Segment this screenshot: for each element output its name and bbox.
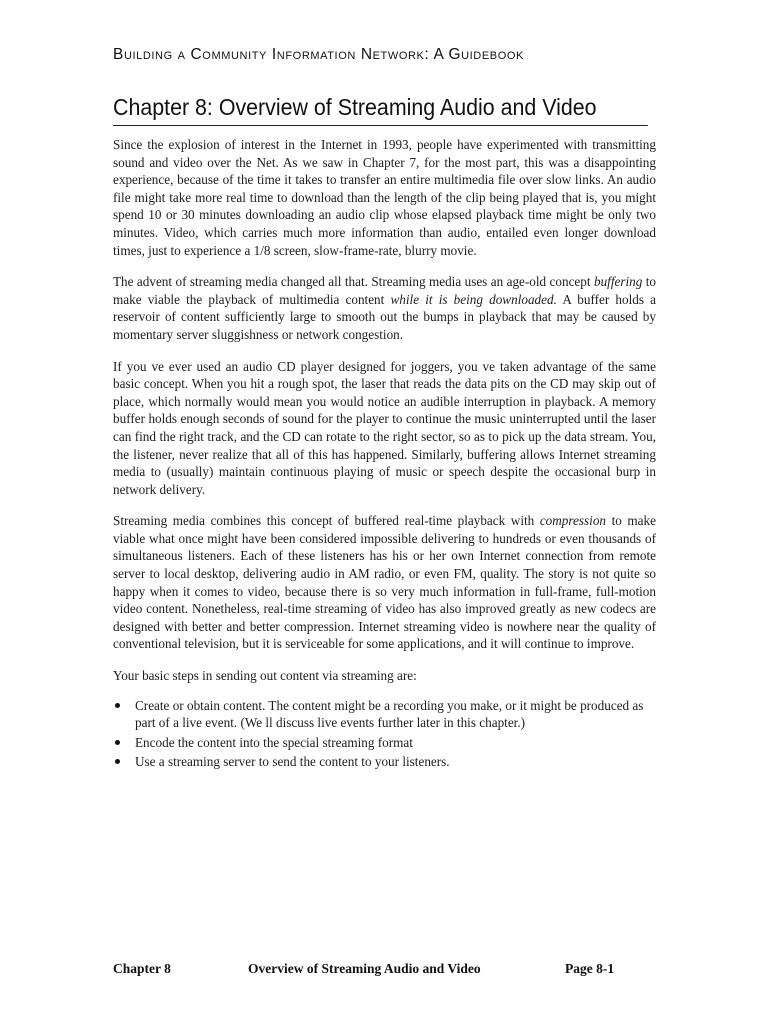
list-item-text: Use a streaming server to send the content to your listeners.	[135, 754, 450, 770]
list-item	[113, 734, 656, 752]
bullet-icon	[115, 759, 120, 764]
text-run: to make viable what once might have been considered impossible delivering to hundreds or even thousands of simultaneous listeners. Each of these listeners has his or her own Internet connection from remote server to local desktop, delivering audio in AM radio, or even FM, quality. The story is not quite so happy when it comes to video, because there is so very much information in full-frame, full-motion video content. Nonetheless, real-time streaming of video has also improved greatly as new codecs are designed with better and better compression. Internet streaming video is nowhere near the quality of conventional television, but it is serviceable for some applications, and it will continue to improve.	[113, 513, 656, 652]
list-item	[113, 753, 656, 771]
emphasis-while-downloaded: while it is being downloaded.	[390, 291, 557, 307]
footer-page-number: Page 8-1	[565, 961, 615, 976]
paragraph-compression	[113, 512, 656, 653]
body-text	[113, 136, 656, 773]
paragraph-intro: Since the explosion of interest in the Internet in 1993, people have experimented with transmitting sound and video over the Net. As we saw in Chapter 7, for the most part, this was a disappointing experience, because of the time it takes to transfer an entire multimedia file over slow links. An audio file might take more real time to download than the length of the clip being played that is, you might spend 10 or 30 minutes downloading an audio clip whose elapsed playback time might be only two minutes. Video, which carries much more information than audio, entailed even longer download times, just to experience a 1/8 screen, slow-frame-rate, blurry movie.	[113, 137, 656, 258]
footer-title: Overview of Streaming Audio and Video	[248, 961, 481, 976]
emphasis-compression: compression	[539, 513, 607, 529]
steps-list	[113, 697, 656, 771]
list-item	[113, 697, 656, 732]
page-footer	[113, 961, 658, 981]
paragraph-buffering	[113, 273, 656, 343]
paragraph-cd-player: If you ve ever used an audio CD player designed for joggers, you ve taken advantage of the same basic concept. When you hit a rough spot, the laser that reads the data pits on the CD may skip out of place, which normally would mean you would notice an audible interruption in playback. A memory buffer holds enough seconds of sound for the player to continue the music uninterrupted until the laser can find the right track, and the CD can rotate to the right sector, so as to pick up the data stream. You, the listener, never realize that all of this has happened. Similarly, buffering allows Internet streaming media to (usually) maintain continuous playing of music or speech despite the occasional burp in network delivery.	[113, 358, 656, 497]
text-run: Streaming media combines this concept of buffered real-time playback with	[113, 513, 540, 529]
bullet-icon	[115, 740, 120, 745]
text-run: The advent of streaming media changed all that. Streaming media uses an age-old concept	[113, 274, 594, 290]
text-run: A buffer holds a reservoir of content sufficiently large to smooth out the bumps in playback that may be caused by momentary server sluggishness or network congestion.	[113, 291, 657, 342]
bullet-icon	[115, 703, 120, 708]
running-header: Building a Community Information Network: A Guidebook	[113, 46, 524, 63]
list-item-text: Create or obtain content. The content might be a recording you make, or it might be produced as part of a live event. (We ll discuss live events further later in this chapter.)	[135, 697, 644, 731]
paragraph-steps-intro: Your basic steps in sending out content via streaming are:	[113, 668, 417, 684]
list-item-text: Encode the content into the special streaming format	[135, 734, 413, 750]
emphasis-buffering: buffering	[593, 274, 643, 290]
footer-chapter: Chapter 8	[113, 961, 171, 976]
chapter-title: Chapter 8: Overview of Streaming Audio and Video	[113, 91, 648, 126]
text-run: to make viable the playback of multimedia content	[113, 274, 656, 307]
